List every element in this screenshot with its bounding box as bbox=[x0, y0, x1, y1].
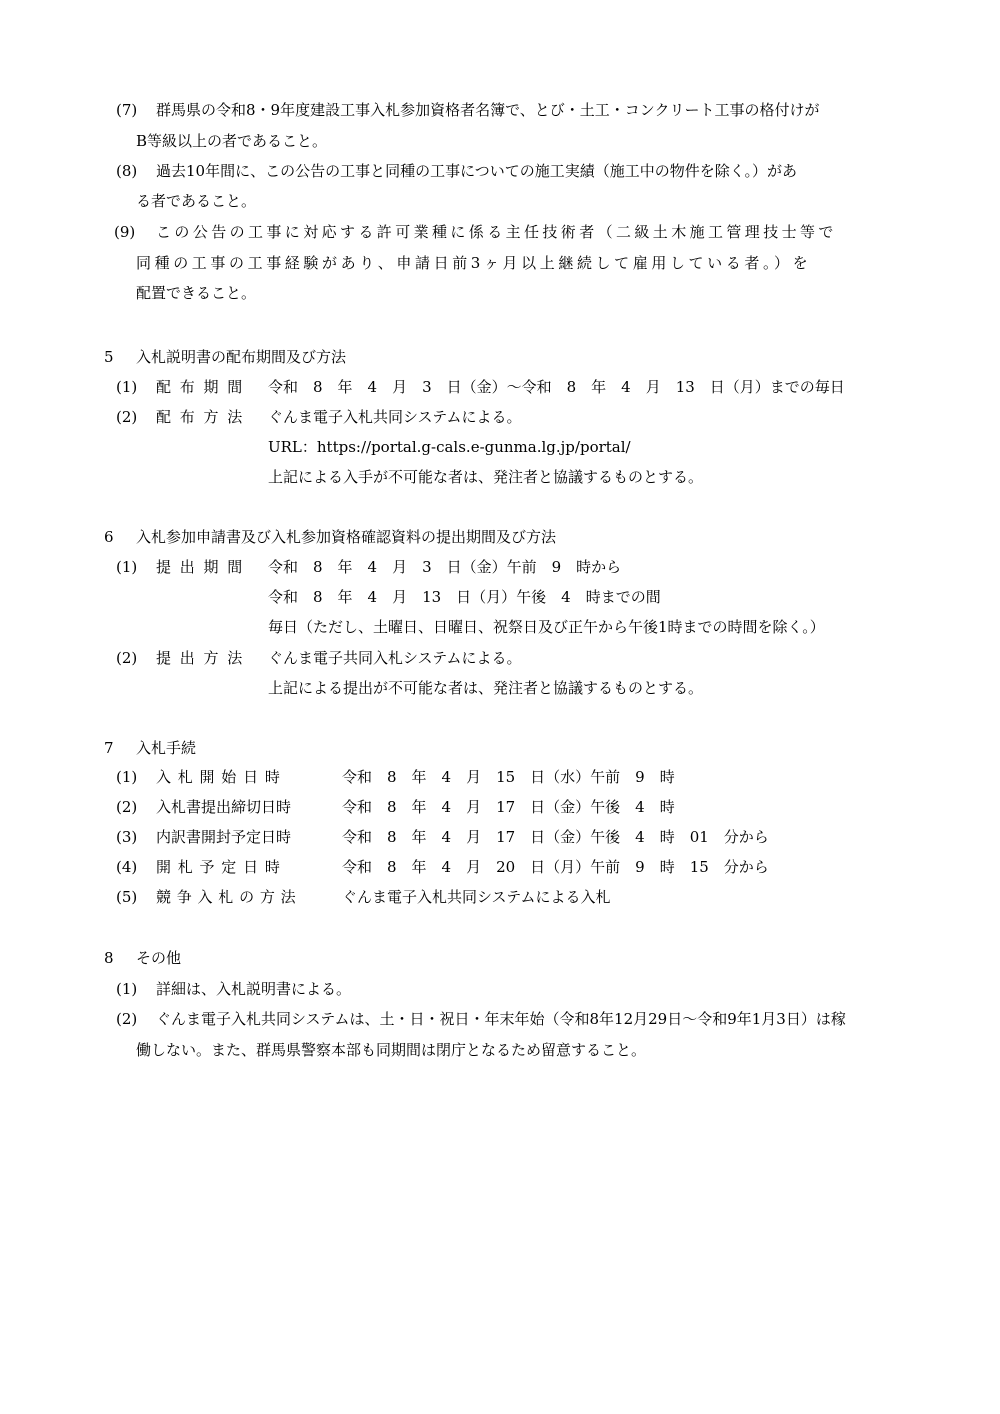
distribution-note: 上記による入手が不可能な者は、発注者と協議するものとする。 bbox=[268, 468, 704, 486]
system-downtime-line1: ぐんま電子入札共同システムは、土・日・祝日・年末年始（令和8年12月29日～令和9年1月3日）は稼 bbox=[156, 1010, 846, 1028]
item-9-text-line3: 配置できること。 bbox=[136, 284, 257, 302]
system-downtime-line2: 働しない。また、群馬県警察本部も同期間は閉庁となるため留意すること。 bbox=[136, 1041, 647, 1059]
item-number: (2) bbox=[116, 408, 138, 426]
item-9-text-line2: 同種の工事の工事経験があり、申請日前3ヶ月以上継続して雇用している者。）を bbox=[136, 254, 812, 272]
bid-opening-value: 令和 8 年 4 月 20 日（月）午前 9 時 15 分から bbox=[342, 858, 769, 876]
item-number: (2) bbox=[116, 1010, 138, 1028]
item-number: (1) bbox=[116, 768, 138, 786]
breakdown-opening-label: 内訳書開封予定日時 bbox=[156, 828, 292, 846]
item-number: (4) bbox=[116, 858, 138, 876]
section-number: 5 bbox=[104, 348, 114, 366]
section-6-title: 入札参加申請書及び入札参加資格確認資料の提出期間及び方法 bbox=[136, 528, 557, 546]
item-7-text-line2: B等級以上の者であること。 bbox=[136, 132, 328, 150]
distribution-method-label: 配 布 方 法 bbox=[156, 408, 245, 426]
item-number: (9) bbox=[114, 223, 136, 241]
bid-start-label: 入 札 開 始 日 時 bbox=[156, 768, 281, 786]
item-number: (5) bbox=[116, 888, 138, 906]
item-9-text-line1: この公告の工事に対応する許可業種に係る主任技術者（二級土木施工管理技士等で bbox=[156, 223, 837, 241]
item-number: (8) bbox=[116, 162, 138, 180]
bid-method-label: 競 争 入 札 の 方 法 bbox=[156, 888, 297, 906]
submission-period-end: 令和 8 年 4 月 13 日（月）午後 4 時までの間 bbox=[268, 588, 661, 606]
distribution-period-label: 配 布 期 間 bbox=[156, 378, 245, 396]
bid-deadline-value: 令和 8 年 4 月 17 日（金）午後 4 時 bbox=[342, 798, 675, 816]
breakdown-opening-value: 令和 8 年 4 月 17 日（金）午後 4 時 01 分から bbox=[342, 828, 769, 846]
details-note: 詳細は、入札説明書による。 bbox=[156, 980, 352, 998]
section-number: 8 bbox=[104, 949, 114, 967]
item-number: (1) bbox=[116, 378, 138, 396]
submission-period-label: 提 出 期 間 bbox=[156, 558, 245, 576]
item-number: (2) bbox=[116, 798, 138, 816]
section-5-title: 入札説明書の配布期間及び方法 bbox=[136, 348, 347, 366]
portal-url: URL：https://portal.g-cals.e-gunma.lg.jp/portal/ bbox=[268, 438, 631, 456]
submission-period-note: 毎日（ただし、土曜日、日曜日、祝祭日及び正午から午後1時までの時間を除く。） bbox=[268, 618, 825, 636]
bid-deadline-label: 入札書提出締切日時 bbox=[156, 798, 292, 816]
item-number: (2) bbox=[116, 649, 138, 667]
item-8-text-line1: 過去10年間に、この公告の工事と同種の工事についての施工実績（施工中の物件を除く。）があ bbox=[156, 162, 797, 180]
submission-note: 上記による提出が不可能な者は、発注者と協議するものとする。 bbox=[268, 679, 704, 697]
item-8-text-line2: る者であること。 bbox=[136, 192, 257, 210]
section-7-title: 入札手続 bbox=[136, 739, 197, 757]
item-number: (1) bbox=[116, 558, 138, 576]
item-number: (1) bbox=[116, 980, 138, 998]
distribution-method-value: ぐんま電子入札共同システムによる。 bbox=[268, 408, 522, 426]
bid-opening-label: 開 札 予 定 日 時 bbox=[156, 858, 281, 876]
item-number: (7) bbox=[116, 101, 138, 119]
submission-method-value: ぐんま電子共同入札システムによる。 bbox=[268, 649, 522, 667]
submission-method-label: 提 出 方 法 bbox=[156, 649, 245, 667]
section-number: 7 bbox=[104, 739, 114, 757]
item-number: (3) bbox=[116, 828, 138, 846]
item-7-text-line1: 群馬県の令和8・9年度建設工事入札参加資格者名簿で、とび・土工・コンクリート工事の格付けが bbox=[156, 101, 820, 119]
section-8-title: その他 bbox=[136, 949, 182, 967]
bid-method-value: ぐんま電子入札共同システムによる入札 bbox=[342, 888, 611, 906]
distribution-period-value: 令和 8 年 4 月 3 日（金）～令和 8 年 4 月 13 日（月）までの毎日 bbox=[268, 378, 845, 396]
submission-period-start: 令和 8 年 4 月 3 日（金）午前 9 時から bbox=[268, 558, 622, 576]
section-number: 6 bbox=[104, 528, 114, 546]
bid-start-value: 令和 8 年 4 月 15 日（水）午前 9 時 bbox=[342, 768, 675, 786]
